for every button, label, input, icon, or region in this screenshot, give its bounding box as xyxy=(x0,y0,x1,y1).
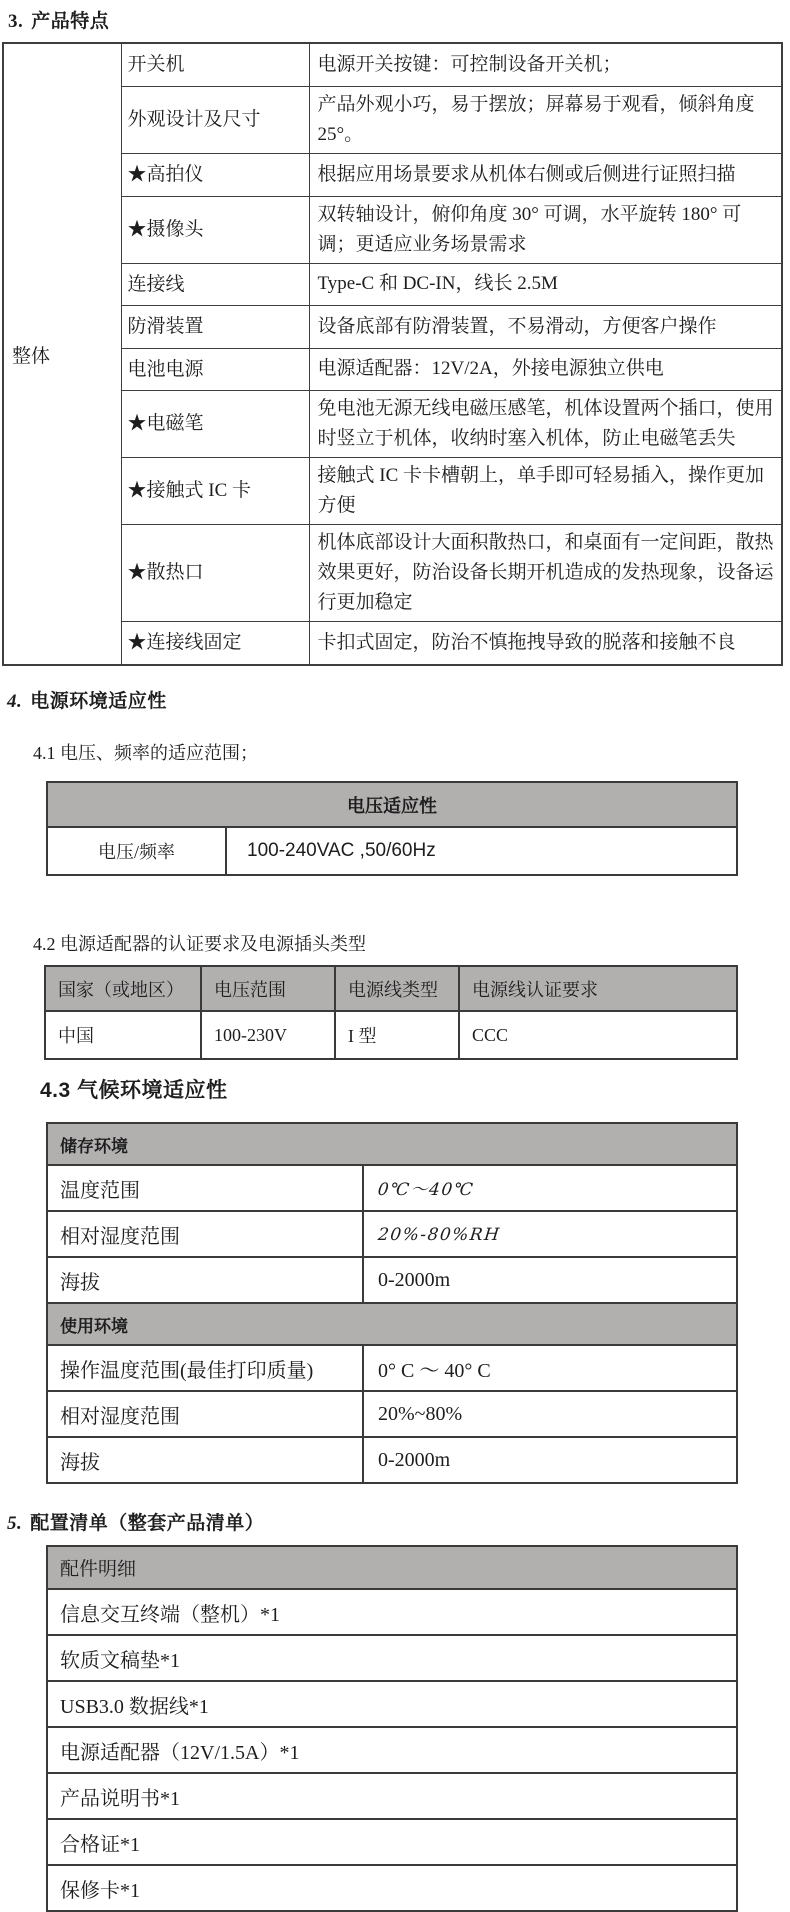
row-value xyxy=(363,1165,737,1211)
list-item-row xyxy=(47,1635,737,1681)
feature-label: ★摄像头 xyxy=(121,196,309,263)
handwritten-value: 0℃～40℃ xyxy=(376,1180,476,1200)
cell-cert: CCC xyxy=(459,1011,737,1059)
feature-desc: 机体底部设计大面积散热口，和桌面有一定间距，散热效果更好，防治设备长期开机造成的发热现象，设备运行更加稳定 xyxy=(309,524,782,621)
package-item: 软质文稿垫*1 xyxy=(47,1635,737,1681)
row-value: 0-2000m xyxy=(363,1437,737,1483)
usage-band-row xyxy=(47,1303,737,1345)
feature-desc: 接触式 IC 卡卡槽朝上，单手即可轻易插入，操作更加方便 xyxy=(309,457,782,524)
feature-desc: 双转轴设计，俯仰角度 30° 可调，水平旋转 180° 可调；更适应业务场景需求 xyxy=(309,196,782,263)
row-value: 0° C ～ 40° C xyxy=(363,1345,737,1391)
voltage-table xyxy=(46,781,738,876)
feature-desc: 免电池无源无线电磁压感笔，机体设置两个插口，使用时竖立于机体，收纳时塞入机体，防止电磁笔丢失 xyxy=(309,390,782,457)
table-row xyxy=(47,827,737,875)
list-item-row xyxy=(47,1819,737,1865)
table-row xyxy=(47,1211,737,1257)
table-row xyxy=(3,43,782,86)
row-label: 操作温度范围(最佳打印质量) xyxy=(47,1345,363,1391)
feature-label: 外观设计及尺寸 xyxy=(121,86,309,153)
section4-number: 4. xyxy=(7,691,23,712)
row-label: 相对湿度范围 xyxy=(47,1211,363,1257)
feature-desc: 根据应用场景要求从机体右侧或后侧进行证照扫描 xyxy=(309,153,782,196)
handwritten-value: 20%-80%RH xyxy=(376,1224,502,1245)
table-row xyxy=(47,1257,737,1303)
storage-header: 储存环境 xyxy=(47,1123,737,1165)
column-header: 电压范围 xyxy=(201,966,335,1011)
section4-heading xyxy=(7,686,790,713)
package-item: USB3.0 数据线*1 xyxy=(47,1681,737,1727)
feature-label: ★电磁笔 xyxy=(121,390,309,457)
section41-heading: 4.1 电压、频率的适应范围； xyxy=(33,743,258,763)
table-row xyxy=(47,1391,737,1437)
document xyxy=(0,6,790,1902)
feature-label: 开关机 xyxy=(121,43,309,86)
section5-number: 5. xyxy=(7,1513,23,1534)
column-header: 电源线认证要求 xyxy=(459,966,737,1011)
row-label: 电压/频率 xyxy=(47,827,226,875)
feature-desc: Type-C 和 DC-IN，线长 2.5M xyxy=(309,263,782,305)
section43-heading: 4.3 气候环境适应性 xyxy=(40,1079,228,1102)
row-value: 20%~80% xyxy=(363,1391,737,1437)
feature-label: ★连接线固定 xyxy=(121,621,309,665)
feature-desc: 卡扣式固定，防治不慎拖拽导致的脱落和接触不良 xyxy=(309,621,782,665)
table-row xyxy=(45,1011,737,1059)
row-value xyxy=(363,1211,737,1257)
package-item: 保修卡*1 xyxy=(47,1865,737,1911)
usage-header: 使用环境 xyxy=(47,1303,737,1345)
list-item-row xyxy=(47,1589,737,1635)
feature-label: ★接触式 IC 卡 xyxy=(121,457,309,524)
row-label: 相对湿度范围 xyxy=(47,1391,363,1437)
feature-label: 电池电源 xyxy=(121,348,309,390)
table-row xyxy=(47,1437,737,1483)
table-header-row xyxy=(47,782,737,827)
package-item: 信息交互终端（整机）*1 xyxy=(47,1589,737,1635)
feature-label: 连接线 xyxy=(121,263,309,305)
package-list-header: 配件明细 xyxy=(47,1546,737,1589)
storage-band-row xyxy=(47,1123,737,1165)
list-item-row xyxy=(47,1865,737,1911)
section3-title: 产品特点 xyxy=(31,11,110,32)
cell-voltage-range: 100-230V xyxy=(201,1011,335,1059)
table-row xyxy=(47,1345,737,1391)
cell-cord-type: I 型 xyxy=(335,1011,459,1059)
feature-desc: 产品外观小巧，易于摆放；屏幕易于观看，倾斜角度25°。 xyxy=(309,86,782,153)
climate-table xyxy=(46,1122,738,1484)
column-header: 国家（或地区） xyxy=(45,966,201,1011)
table-header-row xyxy=(47,1546,737,1589)
voltage-table-title: 电压适应性 xyxy=(47,782,737,827)
section5-heading xyxy=(7,1508,790,1535)
list-item-row xyxy=(47,1727,737,1773)
section4-title: 电源环境适应性 xyxy=(30,691,167,712)
section5-title: 配置清单（整套产品清单） xyxy=(30,1513,265,1534)
section3-number: 3. xyxy=(8,11,24,32)
feature-label: ★散热口 xyxy=(121,524,309,621)
list-item-row xyxy=(47,1773,737,1819)
list-item-row xyxy=(47,1681,737,1727)
product-features-table xyxy=(2,42,783,666)
column-header: 电源线类型 xyxy=(335,966,459,1011)
section3-heading xyxy=(8,6,790,33)
feature-desc: 电源适配器：12V/2A，外接电源独立供电 xyxy=(309,348,782,390)
table-header-row xyxy=(45,966,737,1011)
package-item: 电源适配器（12V/1.5A）*1 xyxy=(47,1727,737,1773)
section42-heading: 4.2 电源适配器的认证要求及电源插头类型 xyxy=(33,934,366,954)
feature-label: 防滑装置 xyxy=(121,305,309,348)
group-label-cell: 整体 xyxy=(3,43,121,665)
package-item: 合格证*1 xyxy=(47,1819,737,1865)
feature-desc: 电源开关按键：可控制设备开关机； xyxy=(309,43,782,86)
row-label: 温度范围 xyxy=(47,1165,363,1211)
row-value: 100-240VAC ,50/60Hz xyxy=(226,827,737,875)
feature-label: ★高拍仪 xyxy=(121,153,309,196)
cell-country: 中国 xyxy=(45,1011,201,1059)
row-label: 海拔 xyxy=(47,1437,363,1483)
table-row xyxy=(47,1165,737,1211)
adapter-cert-table xyxy=(44,965,738,1060)
row-label: 海拔 xyxy=(47,1257,363,1303)
row-value: 0-2000m xyxy=(363,1257,737,1303)
package-item: 产品说明书*1 xyxy=(47,1773,737,1819)
feature-desc: 设备底部有防滑装置，不易滑动，方便客户操作 xyxy=(309,305,782,348)
